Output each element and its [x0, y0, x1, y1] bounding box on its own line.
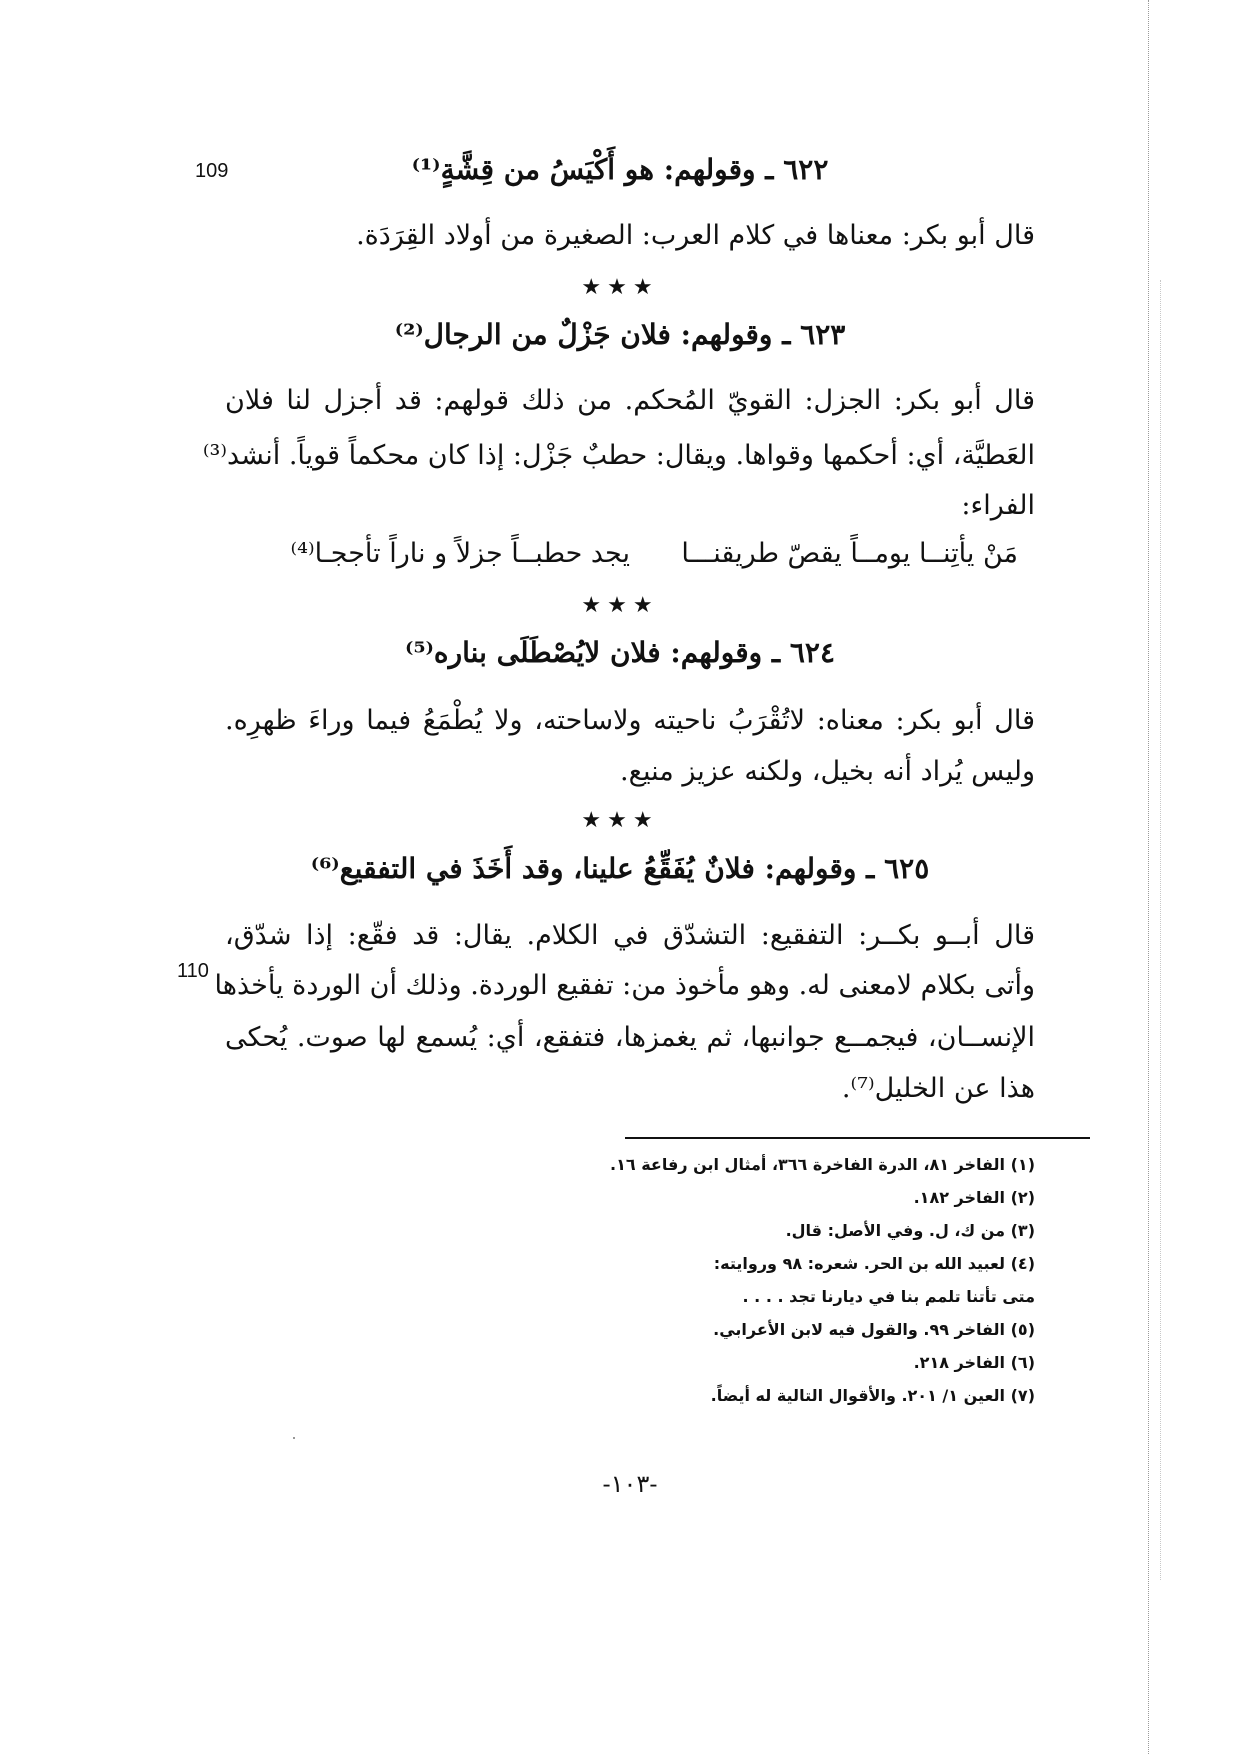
scan-edge-line-secondary [1160, 280, 1161, 1580]
footnote-5: (٥) الفاخر ٩٩. والقول فيه لابن الأعرابي. [713, 1320, 1035, 1339]
footnote-3: (٣) من ك، ل. وفي الأصل: قال. [785, 1221, 1035, 1240]
page-number: -١٠٣- [602, 1470, 658, 1498]
entry-625-line-3: الإنســان، فيجمــع جوانبها، ثم يغمزها، فتفقع، أي: يُسمع لها صوت. يُحكى [225, 1022, 1035, 1053]
footnote-4: (٤) لعبيد الله بن الحر. شعره: ٩٨ وروايته: [713, 1254, 1035, 1273]
entry-625-line-1: قال أبــو بكــر: التفقيع: التشدّق في الكلام. يقال: قد فقّع: إذا شدّق، [225, 920, 1035, 951]
scan-speck [293, 1437, 295, 1439]
footnote-6: (٦) الفاخر ٢١٨. [913, 1353, 1035, 1372]
section-separator: ★★★ [581, 275, 659, 300]
section-separator: ★★★ [581, 593, 659, 618]
entry-624-line-1: قال أبو بكر: معناه: لاتُقْرَبُ ناحيته ولاساحته، ولا يُطْمَعُ فيما وراءَ ظهرِه. [225, 705, 1035, 736]
footnote-4-verse: متى تأتنا تلمم بنا في ديارنا تجد . . . . [742, 1287, 1035, 1306]
marginal-page-number-top: 109 [195, 160, 229, 182]
entry-625-heading: ٦٢٥ ـ وقولهم: فلانٌ يُفَقِّعُ علينا، وقد أَخَذَ في التفقيع⁽⁶⁾ [310, 852, 930, 885]
section-separator: ★★★ [581, 808, 659, 833]
entry-623-line-2: العَطيَّة، أي: أحكمها وقواها. ويقال: حطبٌ جَزْل: إذا كان محكماً قوياً. أنشد⁽³⁾ [202, 440, 1035, 471]
entry-624-line-2: وليس يُراد أنه بخيل، ولكنه عزيز منيع. [620, 756, 1035, 787]
entry-625-line-2: وأتى بكلام لامعنى له. وهو مأخوذ من: تفقيع الوردة. وذلك أن الوردة يأخذها [214, 970, 1035, 1001]
entry-623-line-3: الفراء: [961, 490, 1035, 521]
marginal-page-number-middle: 110 [177, 960, 209, 982]
entry-623-line-1: قال أبو بكر: الجزل: القويّ المُحكم. من ذلك قولهم: قد أجزل لنا فلان [225, 385, 1035, 416]
entry-622-line-1: قال أبو بكر: معناها في كلام العرب: الصغيرة من أولاد القِرَدَة. [356, 220, 1035, 251]
scan-edge-line [1148, 0, 1149, 1754]
entry-624-heading: ٦٢٤ ـ وقولهم: فلان لايُصْطَلَى بناره⁽⁵⁾ [404, 636, 836, 669]
entry-625-line-4: هذا عن الخليل⁽⁷⁾. [841, 1073, 1035, 1104]
footnote-2: (٢) الفاخر ١٨٢. [913, 1188, 1035, 1207]
verse-first-hemistich: مَنْ يأتِنــا يومــاً يقصّ طريقنـــا [681, 538, 1018, 569]
entry-622-heading: ٦٢٢ ـ وقولهم: هو أَكْيَسُ من قِشَّةٍ⁽¹⁾ [411, 153, 829, 186]
entry-623-heading: ٦٢٣ ـ وقولهم: فلان جَزْلٌ من الرجال⁽²⁾ [394, 318, 846, 351]
verse-second-hemistich: يجد حطبــاً جزلاً و ناراً تأججـا⁽⁴⁾ [290, 538, 630, 569]
footnote-7: (٧) العين ١/ ٢٠١. والأقوال التالية له أيضاً. [710, 1386, 1035, 1405]
footnote-1: (١) الفاخر ٨١، الدرة الفاخرة ٣٦٦، أمثال ابن رفاعة ١٦. [610, 1155, 1035, 1174]
footnote-divider [625, 1137, 1090, 1139]
